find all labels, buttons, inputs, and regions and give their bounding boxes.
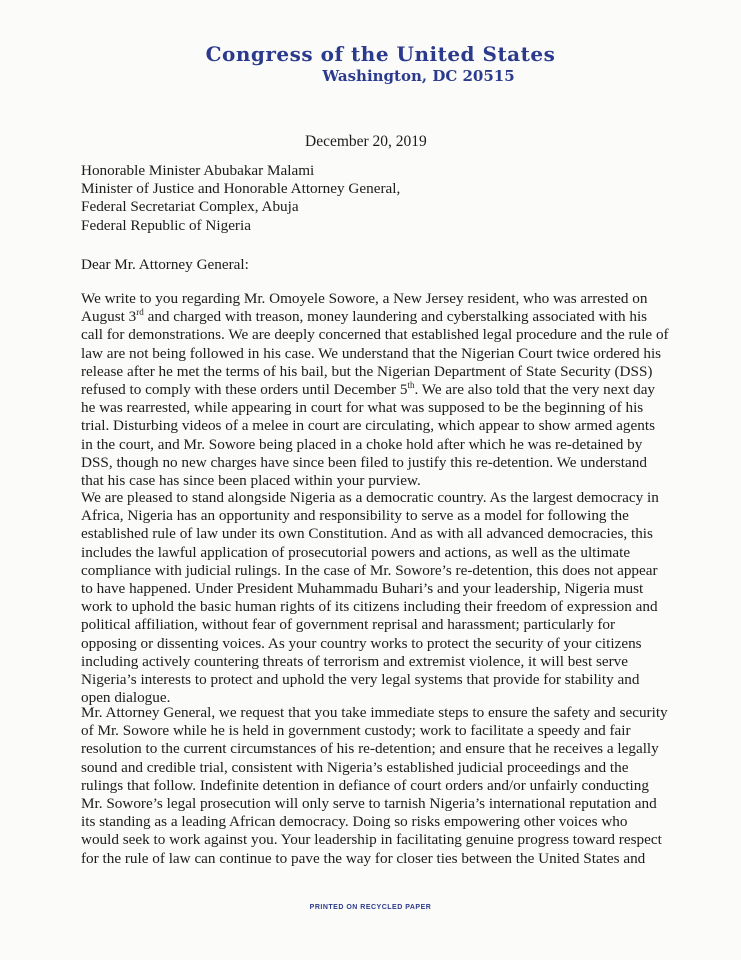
paragraph-line: rulings that follow. Indefinite detention in defiance of court orders and/or unfairly conducting [81,776,649,794]
paragraph-line: opposing or dissenting voices. As your country works to protect the security of your citizens [81,634,642,652]
paragraph-line: to have happened. Under President Muhammadu Buhari’s and your leadership, Nigeria must [81,580,644,598]
paragraph-line: established rule of law under its own Constitution. And as with all advanced democracies, this [81,525,653,543]
paragraph-line: that his case has since been placed within your purview. [81,472,421,490]
letterhead-title: Congress of the United States [205,42,556,66]
address-line: Minister of Justice and Honorable Attorney General, [81,180,401,198]
address-line: Federal Republic of Nigeria [81,216,251,234]
text-span: . We are also told that the very next day [414,381,656,399]
paragraph-line: open dialogue. [81,689,171,707]
salutation: Dear Mr. Attorney General: [81,256,249,273]
paragraph-line: Mr. Sowore’s legal prosecution will only serve to tarnish Nigeria’s international reputation and [81,795,657,813]
address-line: Honorable Minister Abubakar Malami [81,162,315,179]
paragraph-line: law are not being followed in his case. We understand that the Nigerian Court twice ordered his [81,344,662,362]
paragraph-line: its standing as a leading African democracy. Doing so risks empowering other voices who [81,813,628,831]
letter-date: December 20, 2019 [305,133,427,150]
paragraph-line: Mr. Attorney General, we request that you take immediate steps to ensure the safety and security [81,704,668,721]
paragraph-line: compliance with judicial rulings. In the case of Mr. Sowore’s re-detention, this does not appear [81,561,658,579]
superscript: rd [136,307,144,318]
paragraph-line: trial. Disturbing videos of a melee in court are circulating, which appear to show armed agents [81,417,655,435]
paragraph-line: release after he met the terms of his bail, but the Nigerian Department of State Security (DSS) [81,362,653,380]
paragraph-2 [81,489,661,707]
recipient-address [81,162,661,235]
text-span: August 3 [81,308,137,326]
paragraph-line: includes the lawful application of prosecutorial powers and actions, as well as the ultimate [81,543,631,561]
paragraph-line: call for demonstrations. We are deeply concerned that established legal procedure and the rule of [81,326,669,344]
paragraph-line [81,381,661,399]
paragraph-line: resolution to the current circumstances of his re-detention; and ensure that he receives a legally [81,740,659,758]
text-span: refused to comply with these orders until December 5 [81,381,408,399]
address-line: Federal Secretariat Complex, Abuja [81,198,299,216]
recycled-paper-footer: PRINTED ON RECYCLED PAPER [309,904,432,911]
paragraph-line [81,308,661,326]
paragraph-line: he was rearrested, while appearing in court for what was supposed to be the beginning of his [81,399,644,417]
paragraph-3 [81,704,668,868]
letterhead [0,42,741,86]
text-span: and charged with treason, money laundering and cyberstalking associated with his [143,308,648,326]
paragraph-line: work to uphold the basic human rights of its citizens including their freedom of expression and [81,598,658,616]
paragraph-line: including actively countering threats of terrorism and extremist violence, it will best serve [81,652,629,670]
paragraph-line: DSS, though no new charges have since been filed to justify this re-detention. We understand [81,453,647,471]
paragraph-line: We write to you regarding Mr. Omoyele Sowore, a New Jersey resident, who was arrested on [81,290,648,307]
paragraph-line: would seek to work against you. Your leadership in facilitating genuine progress toward respect [81,831,662,849]
paragraph-line: Africa, Nigeria has an opportunity and responsibility to serve as a model for following the [81,507,629,525]
paragraph-line: for the rule of law can continue to pave the way for closer ties between the United States and [81,849,646,867]
paragraph-line: sound and credible trial, consistent with Nigeria’s established judicial proceedings and the [81,758,629,776]
letterhead-address: Washington, DC 20515 [322,67,515,85]
paragraph-line: Nigeria’s interests to protect and uphold the very legal systems that provide for stability and [81,671,640,689]
paragraph-line: political affiliation, without fear of government reprisal and harassment; particularly for [81,616,616,634]
paragraph-line: of Mr. Sowore while he is held in government custody; work to facilitate a speedy and fair [81,722,631,740]
paragraph-line: We are pleased to stand alongside Nigeria as a democratic country. As the largest democracy in [81,489,659,506]
paragraph-1 [81,290,669,490]
superscript: th [407,379,415,390]
paragraph-line: in the court, and Mr. Sowore being placed in a choke hold after which he was re-detained by [81,435,643,453]
